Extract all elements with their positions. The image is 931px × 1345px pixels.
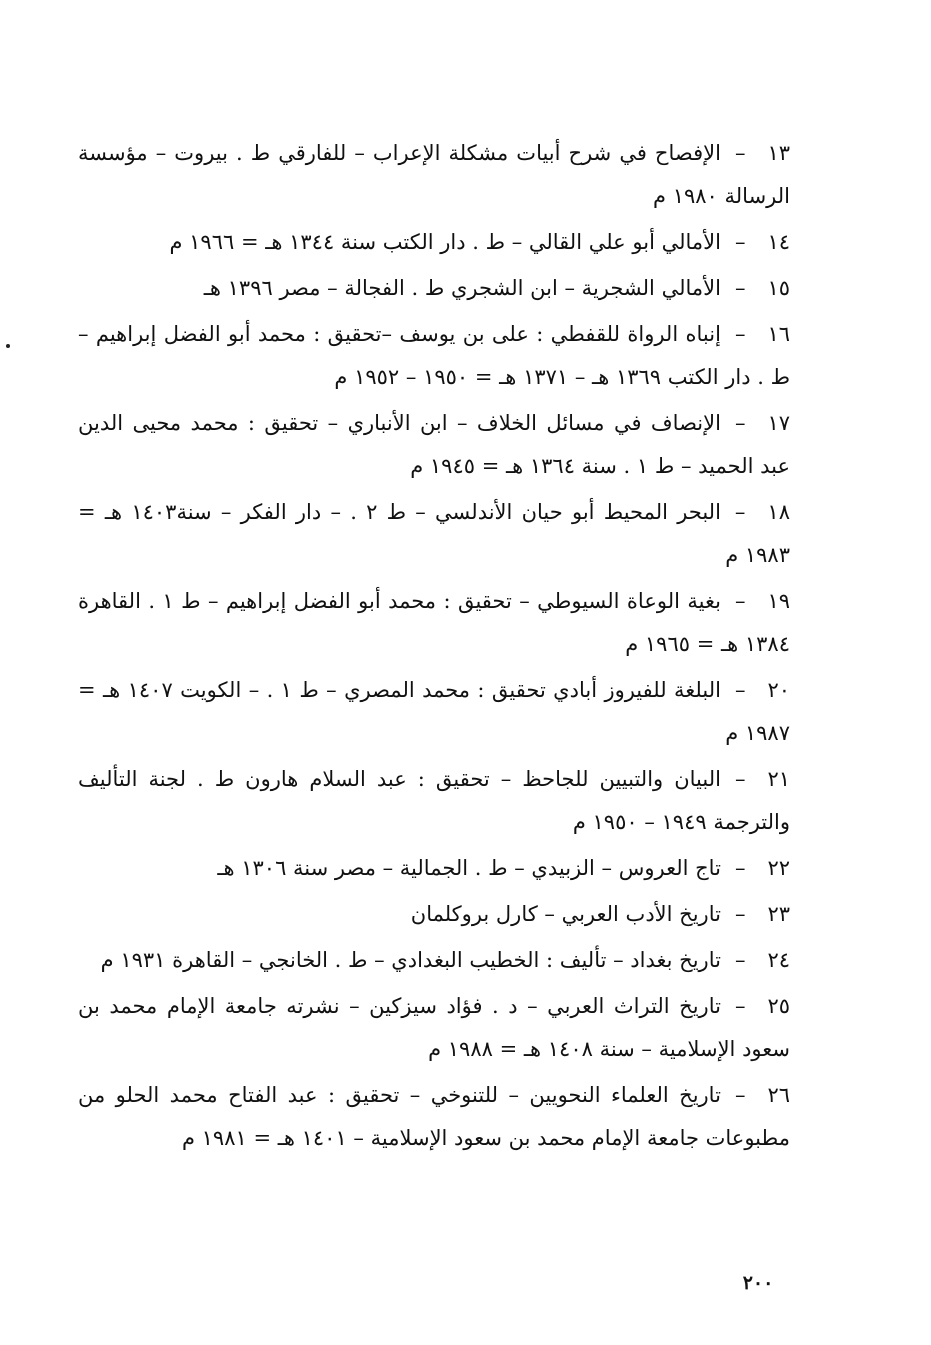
entry-text: البلغة للفيروز أبادي تحقيق : محمد المصري – ط ١ . – الكويت ١٤٠٧ هـ = ١٩٨٧ م	[78, 678, 790, 745]
entry-separator: –	[734, 141, 746, 165]
bibliography-entry-20	[78, 669, 790, 755]
entry-separator: –	[734, 994, 746, 1018]
entry-separator: –	[734, 411, 746, 435]
entry-text: البحر المحيط أبو حيان الأندلسي – ط ٢ . – دار الفكر – سنة١٤٠٣ هـ = ١٩٨٣ م	[78, 500, 790, 567]
bibliography-entry-22	[78, 847, 790, 890]
bibliography-entry-26	[78, 1074, 790, 1160]
entry-text: تاريخ العلماء النحويين – للتنوخي – تحقيق : عبد الفتاح محمد الحلو من مطبوعات جامعة الإمام محمد بن سعود الإسلامية – ١٤٠١ هـ = ١٩٨١ م	[78, 1083, 790, 1150]
entry-number: ٢٥	[767, 994, 790, 1018]
entry-separator: –	[734, 589, 746, 613]
entry-separator: –	[734, 902, 746, 926]
entry-number: ٢٣	[767, 902, 790, 926]
bibliography-entry-23	[78, 893, 790, 936]
entry-text: الأمالي أبو علي القالي – ط . دار الكتب سنة ١٣٤٤ هـ = ١٩٦٦ م	[169, 230, 721, 254]
bibliography-entry-13	[78, 132, 790, 218]
entry-number: ١٣	[767, 141, 790, 165]
entry-separator: –	[734, 767, 746, 791]
entry-text: تاريخ بغداد – تأليف : الخطيب البغدادي – ط . الخانجي – القاهرة ١٩٣١ م	[100, 948, 721, 972]
entry-number: ٢٤	[767, 948, 790, 972]
entry-separator: –	[734, 948, 746, 972]
entry-number: ١٩	[767, 589, 790, 613]
entry-number: ١٤	[767, 230, 790, 254]
bibliography-entry-15	[78, 267, 790, 310]
entry-number: ٢١	[767, 767, 790, 791]
page-number: ٢٠٠	[742, 1272, 774, 1294]
entry-text: تاريخ الأدب العربي – كارل بروكلمان	[410, 902, 721, 926]
entry-number: ١٦	[767, 322, 790, 346]
entry-separator: –	[734, 322, 746, 346]
margin-mark	[6, 344, 10, 348]
entry-separator: –	[734, 678, 746, 702]
entry-text: الإفصاح في شرح أبيات مشكلة الإعراب – للفارقي ط . بيروت – مؤسسة الرسالة ١٩٨٠ م	[78, 141, 790, 208]
bibliography-entry-24	[78, 939, 790, 982]
entry-separator: –	[734, 500, 746, 524]
entry-number: ١٥	[767, 276, 790, 300]
bibliography-entry-21	[78, 758, 790, 844]
entry-separator: –	[734, 230, 746, 254]
bibliography-entry-18	[78, 491, 790, 577]
entry-text: البيان والتبيين للجاحظ – تحقيق : عبد السلام هارون ط . لجنة التأليف والترجمة ١٩٤٩ – ١٩٥٠ م	[78, 767, 790, 834]
bibliography-entry-17	[78, 402, 790, 488]
entry-text: تاريخ التراث العربي – د . فؤاد سيزكين – نشرته جامعة الإمام محمد بن سعود الإسلامية – سنة ١٤٠٨ هـ = ١٩٨٨ م	[78, 994, 790, 1061]
entry-number: ١٧	[767, 411, 790, 435]
entry-text: إنباه الرواة للقفطي : على بن يوسف –تحقيق : محمد أبو الفضل إبراهيم – ط . دار الكتب ١٣٦٩ هـ – ١٣٧١ هـ = ١٩٥٠ – ١٩٥٢ م	[78, 322, 790, 389]
bibliography-entry-19	[78, 580, 790, 666]
entry-text: الأمالي الشجرية – ابن الشجري ط . الفجالة – مصر ١٣٩٦ هـ	[203, 276, 721, 300]
entry-number: ٢٢	[767, 856, 790, 880]
bibliography-list	[78, 132, 790, 1163]
bibliography-entry-16	[78, 313, 790, 399]
entry-separator: –	[734, 856, 746, 880]
entry-text: الإنصاف في مسائل الخلاف – ابن الأنباري – تحقيق : محمد محيى الدين عبد الحميد – ط ١ . سنة ١٣٦٤ هـ = ١٩٤٥ م	[78, 411, 790, 478]
entry-number: ١٨	[767, 500, 790, 524]
entry-text: بغية الوعاة السيوطي – تحقيق : محمد أبو الفضل إبراهيم – ط ١ . القاهرة ١٣٨٤ هـ = ١٩٦٥ م	[78, 589, 790, 656]
entry-text: تاج العروس – الزبيدي – ط . الجمالية – مصر سنة ١٣٠٦ هـ	[217, 856, 721, 880]
entry-number: ٢٦	[767, 1083, 790, 1107]
entry-separator: –	[734, 276, 746, 300]
entry-separator: –	[734, 1083, 746, 1107]
bibliography-entry-25	[78, 985, 790, 1071]
bibliography-entry-14	[78, 221, 790, 264]
entry-number: ٢٠	[767, 678, 790, 702]
